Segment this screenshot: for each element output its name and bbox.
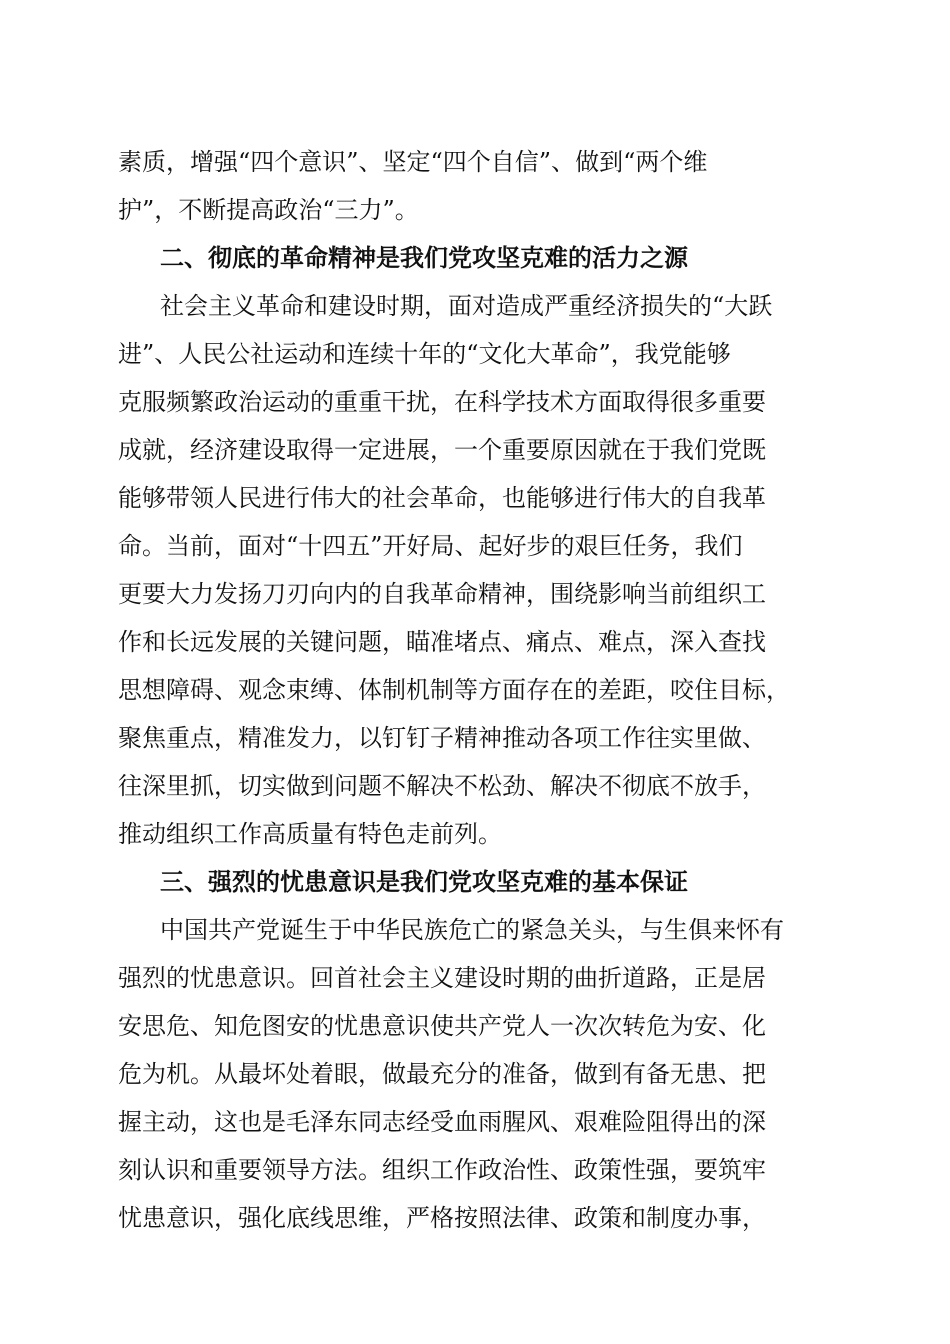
body-line: 作和长远发展的关键问题，瞄准堵点、痛点、难点，深入查找	[118, 628, 766, 656]
body-line: 安思危、知危图安的忧患意识使共产党人一次次转危为安、化	[118, 1012, 766, 1040]
body-line: 护”，不断提高政治“三力”。	[118, 196, 419, 224]
body-line: 强烈的忧患意识。回首社会主义建设时期的曲折道路，正是居	[118, 964, 766, 992]
section-heading-3: 三、强烈的忧患意识是我们党攻坚克难的基本保证	[160, 868, 688, 896]
body-line: 更要大力发扬刀刃向内的自我革命精神，围绕影响当前组织工	[118, 580, 766, 608]
body-line: 推动组织工作高质量有特色走前列。	[118, 820, 502, 848]
body-line: 刻认识和重要领导方法。组织工作政治性、政策性强，要筑牢	[118, 1156, 766, 1184]
body-line: 成就，经济建设取得一定进展，一个重要原因就在于我们党既	[118, 436, 766, 464]
body-line: 危为机。从最坏处着眼，做最充分的准备，做到有备无患、把	[118, 1060, 766, 1088]
body-line: 能够带领人民进行伟大的社会革命，也能够进行伟大的自我革	[118, 484, 766, 512]
body-line: 忧患意识，强化底线思维，严格按照法律、政策和制度办事，	[118, 1204, 766, 1232]
section-heading-2: 二、彻底的革命精神是我们党攻坚克难的活力之源	[160, 244, 688, 272]
body-line: 握主动，这也是毛泽东同志经受血雨腥风、艰难险阻得出的深	[118, 1108, 766, 1136]
body-line: 克服频繁政治运动的重重干扰，在科学技术方面取得很多重要	[118, 388, 766, 416]
body-line: 进”、人民公社运动和连续十年的“文化大革命”，我党能够	[118, 340, 731, 368]
body-line: 素质，增强“四个意识”、坚定“四个自信”、做到“两个维	[118, 148, 708, 176]
body-line: 思想障碍、观念束缚、体制机制等方面存在的差距，咬住目标，	[118, 676, 790, 704]
body-line: 中国共产党诞生于中华民族危亡的紧急关头，与生俱来怀有	[160, 916, 784, 944]
body-line: 聚焦重点，精准发力，以钉钉子精神推动各项工作往实里做、	[118, 724, 766, 752]
body-line: 社会主义革命和建设时期，面对造成严重经济损失的“大跃	[160, 292, 773, 320]
body-line: 往深里抓，切实做到问题不解决不松劲、解决不彻底不放手，	[118, 772, 766, 800]
body-line: 命。当前，面对“十四五”开好局、起好步的艰巨任务，我们	[118, 532, 743, 560]
